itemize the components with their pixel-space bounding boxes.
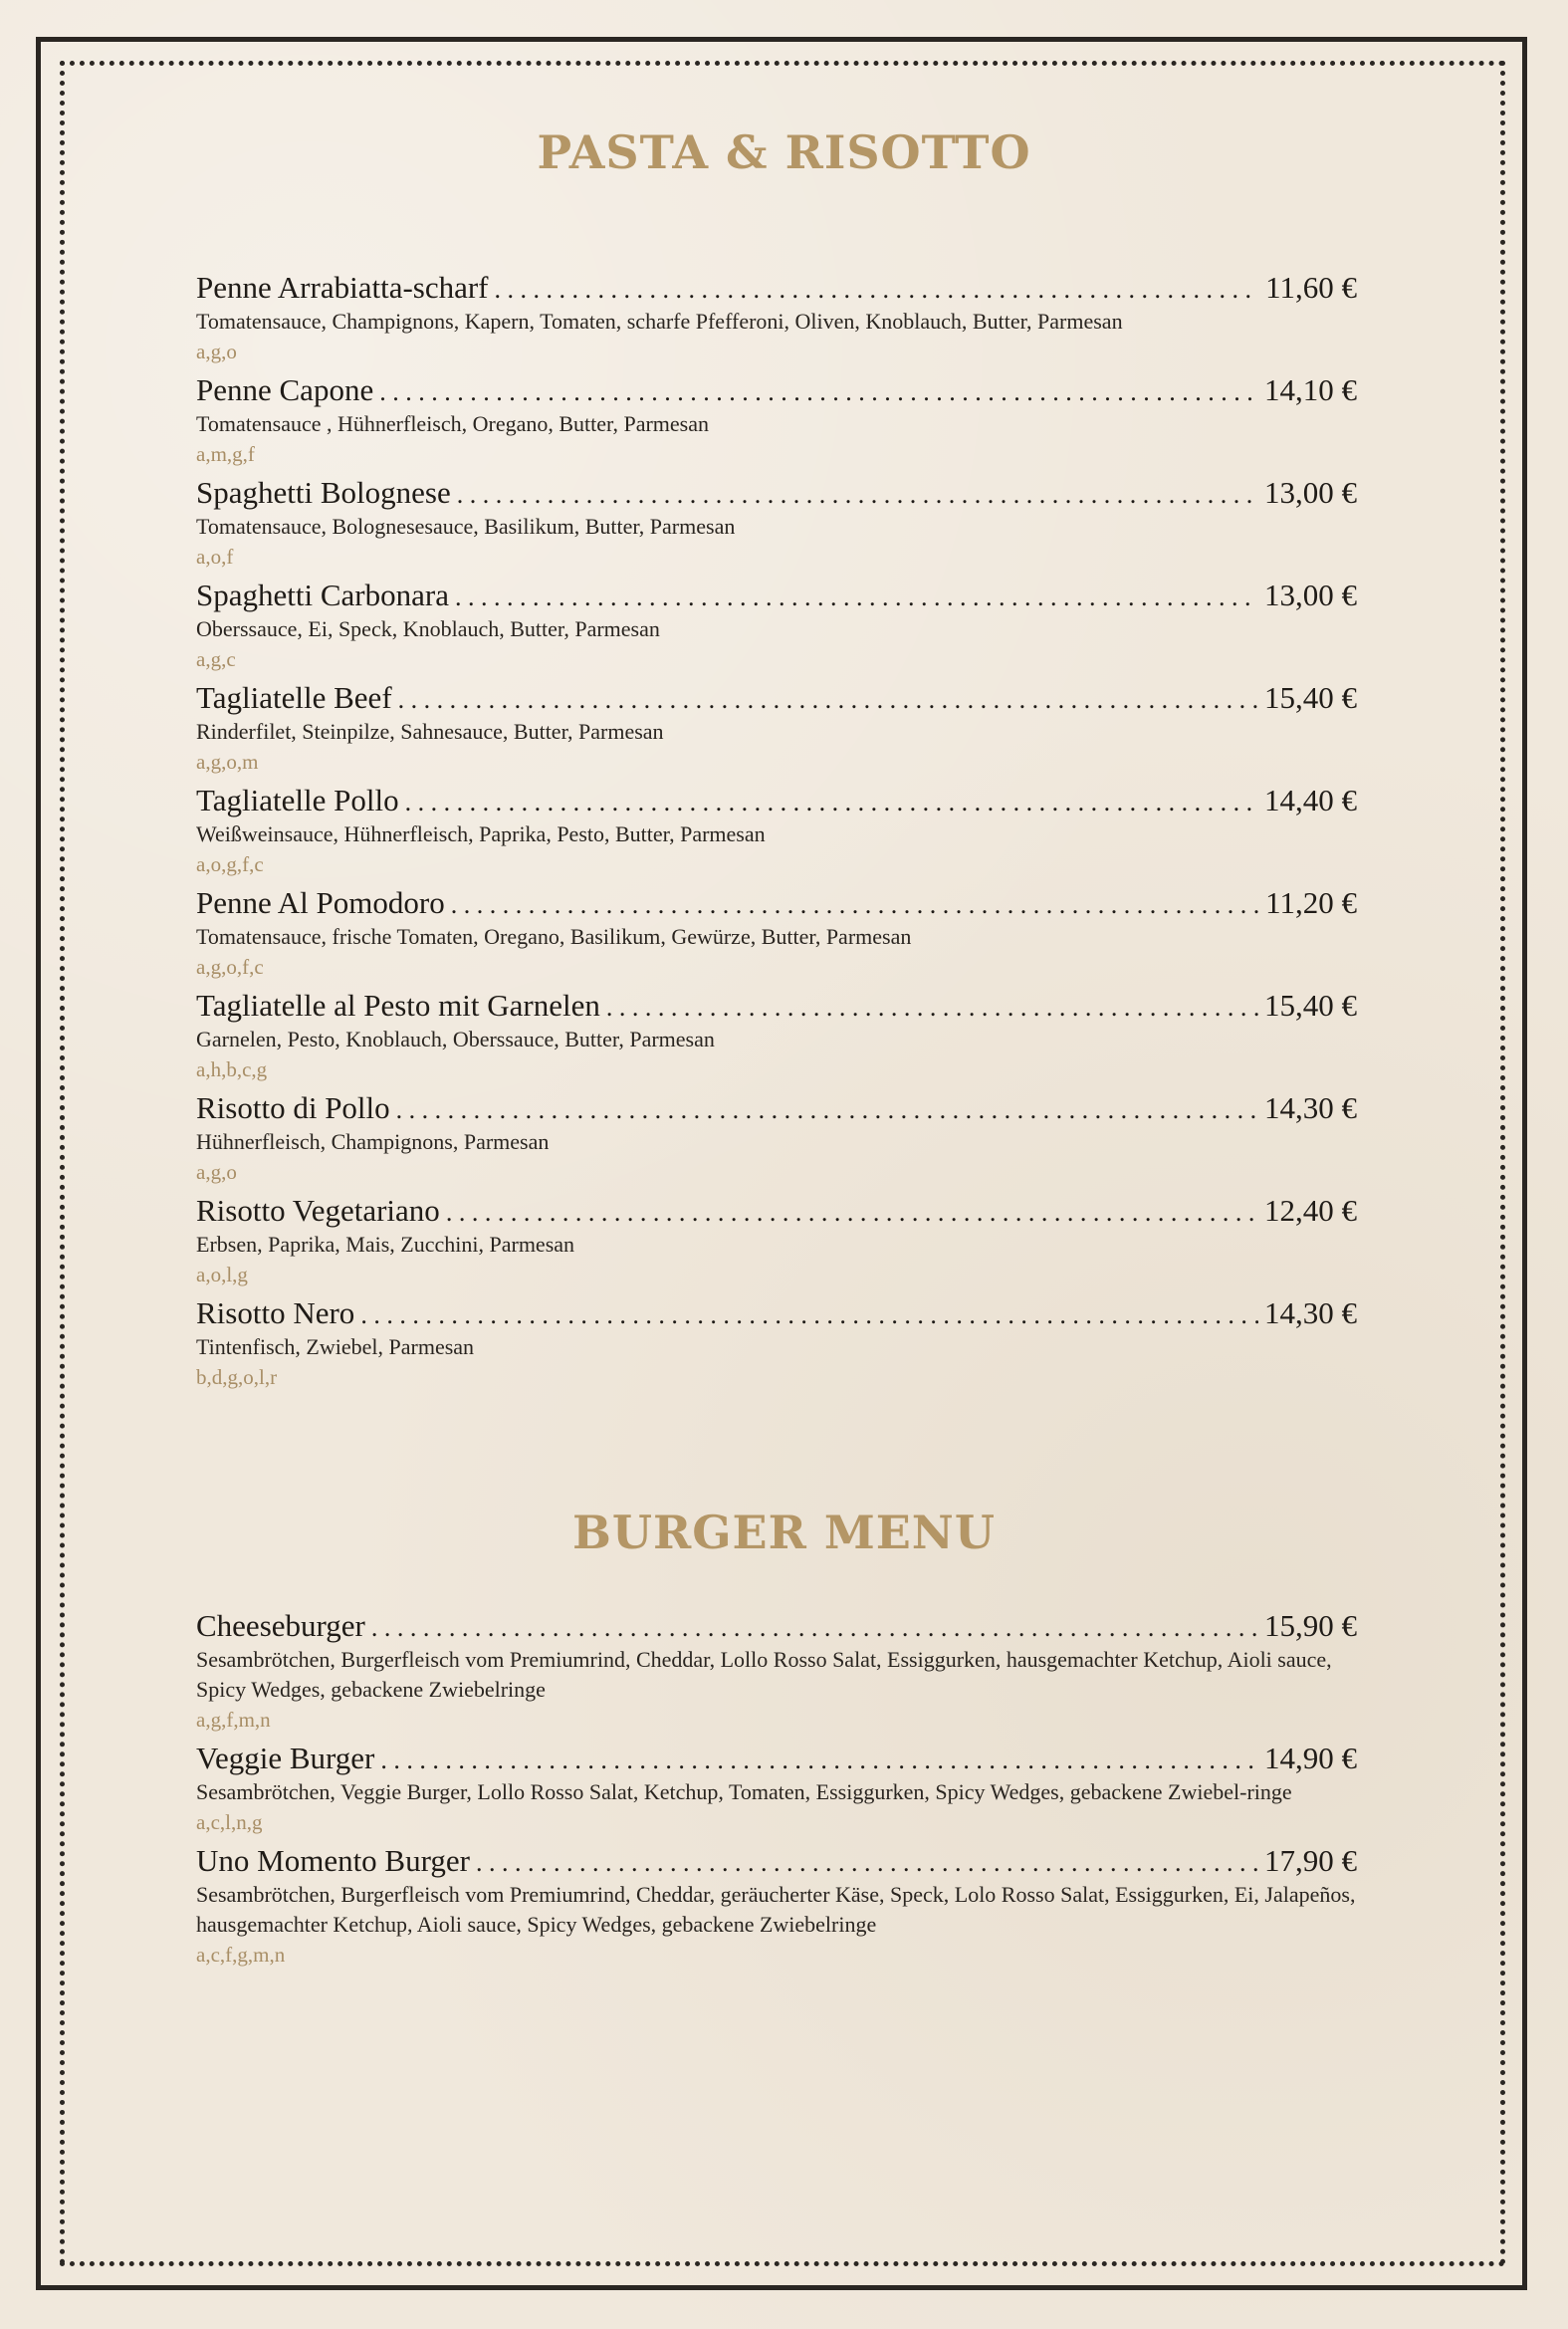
menu-item-name: Uno Momento Burger <box>196 1843 470 1878</box>
menu-item-price: 15,40 € <box>1264 680 1357 715</box>
menu-item <box>196 1294 1357 1392</box>
menu-item-header <box>196 1294 1357 1332</box>
menu-item-name: Spaghetti Bolognese <box>196 475 451 510</box>
menu-item-allergens: a,g,o,m <box>196 750 259 774</box>
menu-item <box>196 269 1357 366</box>
menu-item-allergens: b,d,g,o,l,r <box>196 1365 278 1389</box>
menu-item-price: 14,10 € <box>1264 372 1357 407</box>
menu-item-name: Risotto Nero <box>196 1295 355 1330</box>
menu-item-description: Sesambrötchen, Veggie Burger, Lollo Rosso Salat, Ketchup, Tomaten, Essiggurken, Spicy Wedges, gebackene Zwiebel-ringe <box>196 1779 1292 1804</box>
menu-item-description: Weißweinsauce, Hühnerfleisch, Paprika, Pesto, Butter, Parmesan <box>196 821 766 846</box>
menu-item-header <box>196 1740 1357 1777</box>
menu-item <box>196 474 1357 572</box>
menu-item-price: 14,40 € <box>1264 783 1357 817</box>
menu-item-header <box>196 782 1357 819</box>
section-title-pasta-risotto: PASTA & RISOTTO <box>537 125 1031 179</box>
menu-item-description: Tomatensauce, Bolognesesauce, Basilikum, Butter, Parmesan <box>196 514 736 539</box>
menu-item-description: Garnelen, Pesto, Knoblauch, Oberssauce, Butter, Parmesan <box>196 1027 715 1051</box>
menu-item-name: Tagliatelle Beef <box>196 680 392 715</box>
menu-item <box>196 782 1357 879</box>
menu-item-allergens: a,o,g,f,c <box>196 852 264 876</box>
menu-item-header <box>196 987 1357 1025</box>
dot-leader <box>396 1091 1258 1129</box>
menu-item-name: Tagliatelle Pollo <box>196 783 399 817</box>
menu-item-header <box>196 269 1357 307</box>
menu-item-price: 11,60 € <box>1265 270 1357 305</box>
menu-item-allergens: a,g,f,m,n <box>196 1708 271 1732</box>
menu-item-name: Penne Al Pomodoro <box>196 885 445 920</box>
menu-item-header <box>196 371 1357 409</box>
menu-item-name: Tagliatelle al Pesto mit Garnelen <box>196 988 600 1023</box>
menu-item-price: 15,90 € <box>1264 1608 1357 1643</box>
menu-item-description: Erbsen, Paprika, Mais, Zucchini, Parmesan <box>196 1232 575 1257</box>
dot-leader <box>495 271 1260 309</box>
menu-item-name: Penne Capone <box>196 372 374 407</box>
menu-item-price: 12,40 € <box>1264 1193 1357 1228</box>
menu-item <box>196 1740 1357 1837</box>
dot-leader <box>606 989 1258 1027</box>
menu-item <box>196 679 1357 777</box>
menu-item <box>196 371 1357 469</box>
menu-item-price: 17,90 € <box>1264 1843 1357 1878</box>
menu-item-description: Tomatensauce , Hühnerfleisch, Oregano, Butter, Parmesan <box>196 411 710 436</box>
menu-item-description: Tomatensauce, frische Tomaten, Oregano, Basilikum, Gewürze, Butter, Parmesan <box>196 924 912 949</box>
menu-item-name: Spaghetti Carbonara <box>196 578 449 612</box>
menu-item-allergens: a,m,g,f <box>196 442 255 466</box>
menu-item-header <box>196 1607 1357 1645</box>
menu-item-price: 14,30 € <box>1264 1295 1357 1330</box>
menu-item <box>196 1089 1357 1187</box>
menu-item-description: Sesambrötchen, Burgerfleisch vom Premiumrind, Cheddar, geräucherter Käse, Speck, Lolo Rosso Salat, Essiggurken, Ei, Jalapeños, hausgemachter Ketchup, Aioli sauce, Spicy Wedges, gebackene Zwiebelringe <box>196 1882 1356 1937</box>
menu-item-allergens: a,g,o,f,c <box>196 955 264 979</box>
menu-item <box>196 577 1357 674</box>
menu-item <box>196 1192 1357 1289</box>
menu-item-allergens: a,h,b,c,g <box>196 1057 268 1081</box>
dot-leader <box>398 681 1258 719</box>
menu-item-allergens: a,o,f <box>196 545 234 569</box>
menu-item-header <box>196 679 1357 717</box>
menu-item-allergens: a,g,o <box>196 1160 237 1184</box>
dot-leader <box>405 784 1258 821</box>
menu-item-allergens: a,o,l,g <box>196 1263 248 1286</box>
menu-item-header <box>196 1192 1357 1230</box>
menu-item-price: 14,30 € <box>1264 1090 1357 1125</box>
menu-item-price: 13,00 € <box>1264 578 1357 612</box>
menu-item-allergens: a,g,c <box>196 647 236 671</box>
menu-item-name: Risotto di Pollo <box>196 1090 390 1125</box>
menu-item-allergens: a,c,l,n,g <box>196 1810 263 1834</box>
menu-list-pasta-risotto <box>196 269 1357 1397</box>
menu-item-description: Oberssauce, Ei, Speck, Knoblauch, Butter, Parmesan <box>196 616 660 641</box>
menu-item-name: Veggie Burger <box>196 1741 375 1775</box>
menu-item-header <box>196 1842 1357 1880</box>
menu-item-description: Tomatensauce, Champignons, Kapern, Tomaten, scharfe Pfefferoni, Oliven, Knoblauch, Butter, Parmesan <box>196 309 1123 334</box>
menu-item-header <box>196 884 1357 922</box>
menu-item-allergens: a,c,f,g,m,n <box>196 1943 286 1967</box>
menu-item-description: Hühnerfleisch, Champignons, Parmesan <box>196 1129 550 1154</box>
dot-leader <box>476 1844 1258 1882</box>
menu-item-price: 13,00 € <box>1264 475 1357 510</box>
dot-leader <box>455 579 1258 616</box>
menu-item-price: 15,40 € <box>1264 988 1357 1023</box>
section-title-burger-menu: BURGER MENU <box>572 1506 996 1559</box>
menu-item-price: 11,20 € <box>1265 885 1357 920</box>
menu-item-allergens: a,g,o <box>196 340 237 363</box>
menu-list-burger-menu <box>196 1607 1357 1975</box>
dot-leader <box>371 1609 1258 1647</box>
dot-leader <box>379 373 1258 411</box>
menu-item-header <box>196 1089 1357 1127</box>
menu-item-header <box>196 474 1357 512</box>
menu-item-name: Risotto Vegetariano <box>196 1193 440 1228</box>
menu-item <box>196 1607 1357 1735</box>
menu-item-description: Tintenfisch, Zwiebel, Parmesan <box>196 1334 475 1359</box>
dot-leader <box>451 886 1259 924</box>
menu-item <box>196 987 1357 1084</box>
menu-item-header <box>196 577 1357 614</box>
menu-item-name: Cheeseburger <box>196 1608 365 1643</box>
dot-leader <box>457 476 1258 514</box>
menu-item-description: Sesambrötchen, Burgerfleisch vom Premiumrind, Cheddar, Lollo Rosso Salat, Essiggurken, hausgemachter Ketchup, Aioli sauce, Spicy Wedges, gebackene Zwiebelringe <box>196 1647 1332 1702</box>
menu-item-price: 14,90 € <box>1264 1741 1357 1775</box>
dot-leader <box>446 1194 1258 1232</box>
dot-leader <box>360 1296 1258 1334</box>
menu-item <box>196 884 1357 982</box>
menu-item-name: Penne Arrabiatta-scharf <box>196 270 489 305</box>
menu-item <box>196 1842 1357 1970</box>
dot-leader <box>380 1742 1258 1779</box>
menu-item-description: Rinderfilet, Steinpilze, Sahnesauce, Butter, Parmesan <box>196 719 664 744</box>
